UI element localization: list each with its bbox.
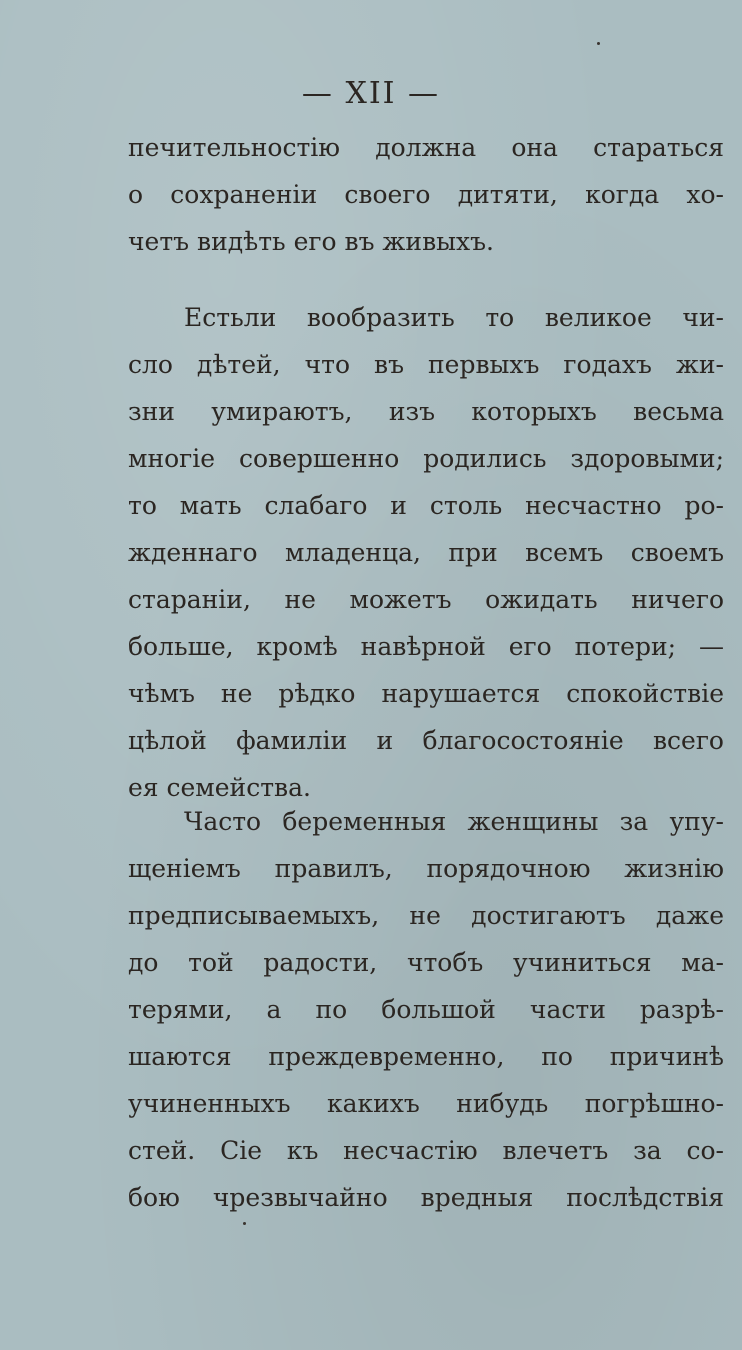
text-line: сло дѣтей, что въ первыхъ годахъ жи-	[128, 350, 724, 379]
text-line: ея семейства.	[128, 773, 311, 802]
text-line: цѣлой фамиліи и благосостояніе всего	[128, 726, 724, 755]
text-line: терями, а по большой части разрѣ-	[128, 995, 724, 1024]
text-line: четъ видѣть его въ живыхъ.	[128, 227, 495, 256]
text-line: учиненныхъ какихъ нибудь погрѣшно-	[128, 1089, 724, 1118]
ink-speck	[243, 1222, 246, 1225]
paragraph-3	[128, 798, 724, 1221]
text-line: щеніемъ правилъ, порядочною жизнію	[128, 854, 724, 883]
text-line: Часто беременныя женщины за упу-	[184, 807, 724, 836]
text-line: шаются преждевременно, по причинѣ	[128, 1042, 724, 1071]
text-line: зни умираютъ, изъ которыхъ весьма	[128, 397, 724, 426]
text-line: бою чрезвычайно вредныя послѣдствія	[128, 1183, 724, 1212]
ink-speck	[597, 42, 600, 45]
text-line: стей. Сіе къ несчастію влечетъ за со-	[128, 1136, 724, 1165]
text-line: печительностію должна она стараться	[128, 133, 724, 162]
paragraph-2	[128, 294, 724, 811]
text-line: жденнаго младенца, при всемъ своемъ	[128, 538, 724, 567]
text-line: о сохраненіи своего дитяти, когда хо-	[128, 180, 724, 209]
text-line: до той радости, чтобъ учиниться ма-	[128, 948, 724, 977]
text-line: чѣмъ не рѣдко нарушается спокойствіе	[128, 679, 724, 708]
text-line: многіе совершенно родились здоровыми;	[128, 444, 724, 473]
text-line: больше, кромѣ навѣрной его потери; —	[128, 632, 724, 661]
text-line: то мать слабаго и столь несчастно ро-	[128, 491, 724, 520]
paragraph-1	[128, 124, 724, 265]
text-line: Естьли вообразить то великое чи-	[184, 303, 724, 332]
text-line: стараніи, не можетъ ожидать ничего	[128, 585, 724, 614]
text-line: предписываемыхъ, не достигаютъ даже	[128, 901, 724, 930]
page-number: — XII —	[301, 76, 441, 111]
